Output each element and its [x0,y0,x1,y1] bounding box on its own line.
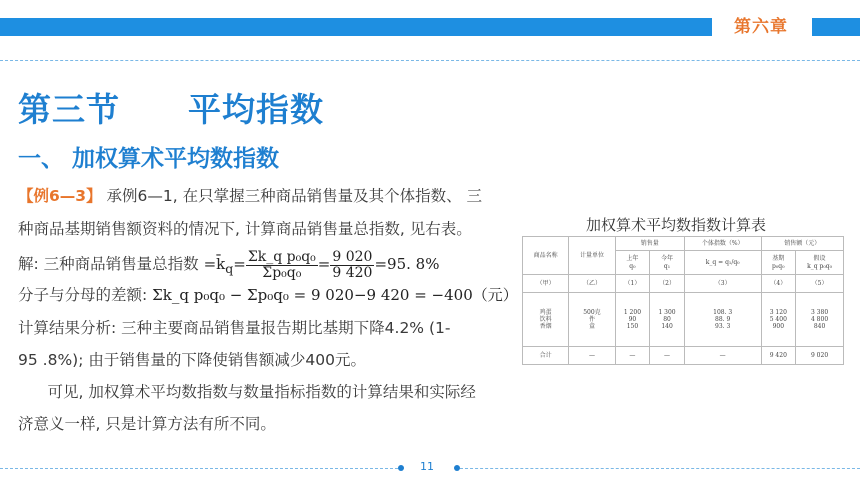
header-bar-right [812,18,860,36]
subsection-title: 一、 加权算术平均数指数 [18,146,280,172]
solution-text: 解: 三种商品销售量总指数 [18,255,204,274]
kqp0q0-cell: 3 380 4 800 840 [796,293,844,347]
total-label: 合计 [523,347,569,365]
q0-cell: 1 200 90 150 [615,293,650,347]
header-unit: 计量单位 [569,237,615,275]
formula-denominator-2: 9 420 [332,264,373,281]
formula-lhs-sub: q [225,261,234,277]
total-dash: — [684,347,761,365]
total-dash: — [615,347,650,365]
chapter-label: 第六章 [734,17,788,37]
total-dash: — [569,347,615,365]
formula-denominator-1: Σp₀q₀ [262,264,302,281]
mark-cell: （4） [761,275,796,293]
formula-lhs: =k̄ [203,255,226,274]
bottom-divider-right [460,468,860,469]
total-dash: — [650,347,685,365]
header-assume: 假设 k_q p₀q₀ [796,251,844,275]
body-line-8: 济意义一样, 只是计算方法有所不同。 [18,415,276,433]
units-cell: 500克 件 盒 [569,293,615,347]
mark-cell: （5） [796,275,844,293]
formula-fraction-1 [246,250,318,280]
formula-fraction-2 [330,250,374,280]
formula-numerator-2: 9 020 [332,249,373,265]
body-line-2: 种商品基期销售额资料的情况下, 计算商品销售量总指数, 见右表。 [18,220,472,238]
total-kqp0q0: 9 020 [796,347,844,365]
formula-result: =95. 8% [374,255,440,274]
calculation-table [522,236,844,365]
section-title: 第三节 平均指数 [18,90,324,129]
body-line-6: 95 .8%); 由于销售量的下降使销售额减少400元。 [18,351,366,369]
body-line-1-text: 承例6—1, 在只掌握三种商品销售量及其个体指数、 三 [101,187,483,205]
formula-total-index: $=k̄_q=$ $\frac{\text{Σk\_q p₀q₀}}{\text{Σp₀q₀}}$ = $\frac{9 020}{9 420}$ =95. 8% [203,249,440,281]
mark-cell: （甲） [523,275,569,293]
formula-difference: Σk_q p₀q₀ − Σp₀q₀ = 9 020−9 420 = −400（元） [152,286,518,304]
bullet-dot-left [398,465,404,471]
mark-cell: （1） [615,275,650,293]
header-sales: 销售量 [615,237,684,251]
header-index: 个体指数（%） [684,237,761,251]
bottom-divider-left [0,468,398,469]
header-name: 商品名称 [523,237,569,275]
body-line-7: 可见, 加权算术平均数指数与数量指标指数的计算结果和实际经 [18,383,476,401]
q1-cell: 1 300 80 140 [650,293,685,347]
mark-cell: （2） [650,275,685,293]
mark-cell: （3） [684,275,761,293]
table-title: 加权算术平均数指数计算表 [586,216,767,234]
kq-cell: 108. 3 88. 9 93. 3 [684,293,761,347]
header-base-year: 上年 q₀ [615,251,650,275]
mark-cell: （乙） [569,275,615,293]
p0q0-cell: 3 120 5 400 900 [761,293,796,347]
body-line-4 [18,283,518,305]
body-line-1 [18,184,482,206]
header-bar-gap [712,18,720,36]
header-kq: k_q = q₁/q₀ [684,251,761,275]
body-line-3 [18,250,439,280]
difference-text: 分子与分母的差额: [18,286,153,304]
formula-numerator-1: Σk_q p₀q₀ [247,249,316,265]
header-current-year: 今年 q₁ [650,251,685,275]
total-p0q0: 9 420 [761,347,796,365]
header-amount: 销售额（元） [761,237,844,251]
top-divider [0,60,860,61]
page-number: 11 [420,460,434,473]
header-bar-left [0,18,712,36]
body-line-5: 计算结果分析: 三种主要商品销售量报告期比基期下降4.2% (1- [18,319,451,337]
header-base: 基期 p₀q₀ [761,251,796,275]
names-cell: 鸡蛋 饮料 香烟 [523,293,569,347]
example-label: 【例6—3】 [18,187,102,205]
